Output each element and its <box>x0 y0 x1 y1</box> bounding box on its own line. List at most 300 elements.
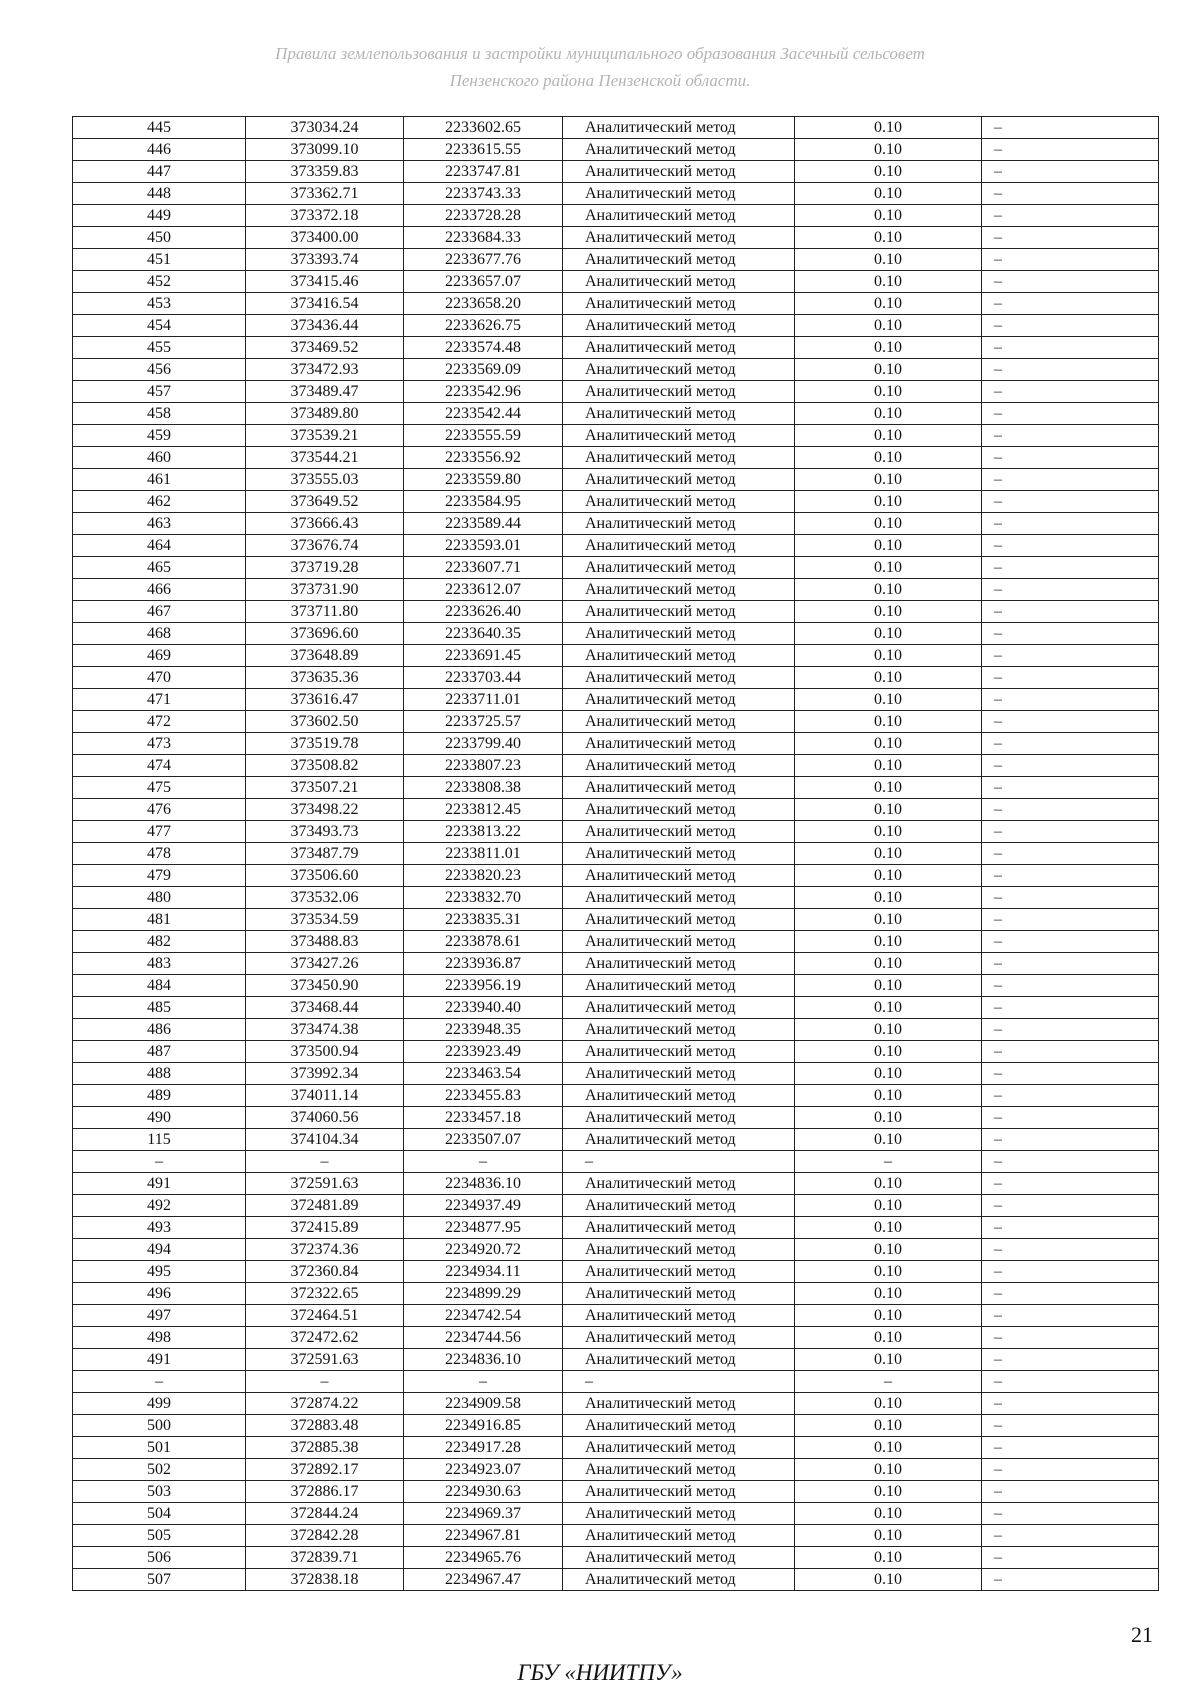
accuracy-cell: 0.10 <box>795 117 982 139</box>
x-coordinate-cell: 373719.28 <box>246 557 404 579</box>
point-number-cell: 496 <box>73 1283 246 1305</box>
table-row <box>73 975 1159 997</box>
note-cell: – <box>982 271 1159 293</box>
x-coordinate-cell: 373506.60 <box>246 865 404 887</box>
table-row <box>73 645 1159 667</box>
x-coordinate-cell: 373731.90 <box>246 579 404 601</box>
note-cell: – <box>982 315 1159 337</box>
note-cell: – <box>982 953 1159 975</box>
note-cell: – <box>982 689 1159 711</box>
point-number-cell: 486 <box>73 1019 246 1041</box>
method-cell: Аналитический метод <box>563 1195 795 1217</box>
y-coordinate-cell: 2234909.58 <box>404 1393 563 1415</box>
accuracy-cell: 0.10 <box>795 755 982 777</box>
note-cell: – <box>982 227 1159 249</box>
point-number-cell: 115 <box>73 1129 246 1151</box>
y-coordinate-cell: 2233923.49 <box>404 1041 563 1063</box>
x-coordinate-cell: 372838.18 <box>246 1569 404 1591</box>
note-cell: – <box>982 1503 1159 1525</box>
table-row <box>73 315 1159 337</box>
x-coordinate-cell: 373487.79 <box>246 843 404 865</box>
method-cell: Аналитический метод <box>563 1547 795 1569</box>
accuracy-cell: 0.10 <box>795 1173 982 1195</box>
y-coordinate-cell: 2233725.57 <box>404 711 563 733</box>
y-coordinate-cell: 2233684.33 <box>404 227 563 249</box>
y-coordinate-cell: 2233555.59 <box>404 425 563 447</box>
method-cell: – <box>563 1371 795 1393</box>
note-cell: – <box>982 1437 1159 1459</box>
x-coordinate-cell: 373507.21 <box>246 777 404 799</box>
table-row <box>73 1547 1159 1569</box>
accuracy-cell: 0.10 <box>795 1459 982 1481</box>
note-cell: – <box>982 821 1159 843</box>
note-cell: – <box>982 997 1159 1019</box>
note-cell: – <box>982 1129 1159 1151</box>
table-row <box>73 909 1159 931</box>
y-coordinate-cell: 2234916.85 <box>404 1415 563 1437</box>
x-coordinate-cell: 373534.59 <box>246 909 404 931</box>
point-number-cell: 494 <box>73 1239 246 1261</box>
point-number-cell: 479 <box>73 865 246 887</box>
note-cell: – <box>982 1041 1159 1063</box>
table-row <box>73 997 1159 1019</box>
method-cell: Аналитический метод <box>563 491 795 513</box>
method-cell: Аналитический метод <box>563 183 795 205</box>
y-coordinate-cell: 2233820.23 <box>404 865 563 887</box>
table-row <box>73 271 1159 293</box>
accuracy-cell: 0.10 <box>795 843 982 865</box>
point-number-cell: 491 <box>73 1349 246 1371</box>
note-cell: – <box>982 1261 1159 1283</box>
point-number-cell: 448 <box>73 183 246 205</box>
method-cell: Аналитический метод <box>563 777 795 799</box>
x-coordinate-cell: 373648.89 <box>246 645 404 667</box>
note-cell: – <box>982 249 1159 271</box>
point-number-cell: 466 <box>73 579 246 601</box>
table-row <box>73 1393 1159 1415</box>
note-cell: – <box>982 1195 1159 1217</box>
x-coordinate-cell: 373666.43 <box>246 513 404 535</box>
accuracy-cell: 0.10 <box>795 1415 982 1437</box>
y-coordinate-cell: 2233808.38 <box>404 777 563 799</box>
note-cell: – <box>982 909 1159 931</box>
table-row <box>73 1459 1159 1481</box>
y-coordinate-cell: 2233626.40 <box>404 601 563 623</box>
method-cell: Аналитический метод <box>563 601 795 623</box>
accuracy-cell: 0.10 <box>795 1547 982 1569</box>
y-coordinate-cell: 2234965.76 <box>404 1547 563 1569</box>
table-row <box>73 733 1159 755</box>
accuracy-cell: 0.10 <box>795 601 982 623</box>
note-cell: – <box>982 1547 1159 1569</box>
table-row <box>73 1129 1159 1151</box>
point-number-cell: 447 <box>73 161 246 183</box>
note-cell: – <box>982 1371 1159 1393</box>
y-coordinate-cell: 2233799.40 <box>404 733 563 755</box>
y-coordinate-cell: 2233507.07 <box>404 1129 563 1151</box>
note-cell: – <box>982 931 1159 953</box>
point-number-cell: 478 <box>73 843 246 865</box>
y-coordinate-cell: 2234899.29 <box>404 1283 563 1305</box>
x-coordinate-cell: 373472.93 <box>246 359 404 381</box>
method-cell: Аналитический метод <box>563 1569 795 1591</box>
accuracy-cell: 0.10 <box>795 205 982 227</box>
accuracy-cell: 0.10 <box>795 821 982 843</box>
point-number-cell: 473 <box>73 733 246 755</box>
x-coordinate-cell: 372481.89 <box>246 1195 404 1217</box>
table-row <box>73 1481 1159 1503</box>
note-cell: – <box>982 843 1159 865</box>
note-cell: – <box>982 1305 1159 1327</box>
method-cell: Аналитический метод <box>563 909 795 931</box>
y-coordinate-cell: 2233956.19 <box>404 975 563 997</box>
accuracy-cell: 0.10 <box>795 1261 982 1283</box>
note-cell: – <box>982 469 1159 491</box>
method-cell: Аналитический метод <box>563 953 795 975</box>
note-cell: – <box>982 1107 1159 1129</box>
accuracy-cell: 0.10 <box>795 183 982 205</box>
note-cell: – <box>982 403 1159 425</box>
table-row <box>73 1019 1159 1041</box>
table-row <box>73 843 1159 865</box>
method-cell: Аналитический метод <box>563 1305 795 1327</box>
note-cell: – <box>982 777 1159 799</box>
accuracy-cell: 0.10 <box>795 1107 982 1129</box>
point-number-cell: 477 <box>73 821 246 843</box>
accuracy-cell: 0.10 <box>795 425 982 447</box>
table-row <box>73 403 1159 425</box>
accuracy-cell: 0.10 <box>795 359 982 381</box>
table-row <box>73 755 1159 777</box>
method-cell: Аналитический метод <box>563 1239 795 1261</box>
y-coordinate-cell: 2233542.44 <box>404 403 563 425</box>
point-number-cell: 467 <box>73 601 246 623</box>
y-coordinate-cell: 2234937.49 <box>404 1195 563 1217</box>
y-coordinate-cell: 2233542.96 <box>404 381 563 403</box>
note-cell: – <box>982 975 1159 997</box>
table-row <box>73 227 1159 249</box>
table-row <box>73 513 1159 535</box>
accuracy-cell: 0.10 <box>795 513 982 535</box>
y-coordinate-cell: 2233457.18 <box>404 1107 563 1129</box>
page-number: 21 <box>1131 1622 1153 1647</box>
y-coordinate-cell: 2233602.65 <box>404 117 563 139</box>
note-cell: – <box>982 205 1159 227</box>
method-cell: Аналитический метод <box>563 1437 795 1459</box>
table-row <box>73 821 1159 843</box>
y-coordinate-cell: 2233607.71 <box>404 557 563 579</box>
x-coordinate-cell: 372885.38 <box>246 1437 404 1459</box>
table-row <box>73 1525 1159 1547</box>
table-row <box>73 1305 1159 1327</box>
point-number-cell: 476 <box>73 799 246 821</box>
point-number-cell: 505 <box>73 1525 246 1547</box>
point-number-cell: 501 <box>73 1437 246 1459</box>
y-coordinate-cell: 2233612.07 <box>404 579 563 601</box>
method-cell: Аналитический метод <box>563 1129 795 1151</box>
accuracy-cell: 0.10 <box>795 491 982 513</box>
y-coordinate-cell: 2233832.70 <box>404 887 563 909</box>
accuracy-cell: 0.10 <box>795 1239 982 1261</box>
y-coordinate-cell: 2234930.63 <box>404 1481 563 1503</box>
accuracy-cell: 0.10 <box>795 909 982 931</box>
x-coordinate-cell: 373519.78 <box>246 733 404 755</box>
x-coordinate-cell: 373489.80 <box>246 403 404 425</box>
method-cell: Аналитический метод <box>563 645 795 667</box>
table-row <box>73 1217 1159 1239</box>
method-cell: Аналитический метод <box>563 447 795 469</box>
accuracy-cell: 0.10 <box>795 1283 982 1305</box>
table-row <box>73 1085 1159 1107</box>
x-coordinate-cell: 373500.94 <box>246 1041 404 1063</box>
accuracy-cell: 0.10 <box>795 315 982 337</box>
point-number-cell: 485 <box>73 997 246 1019</box>
method-cell: Аналитический метод <box>563 535 795 557</box>
table-row <box>73 1327 1159 1349</box>
point-number-cell: 500 <box>73 1415 246 1437</box>
y-coordinate-cell: 2233574.48 <box>404 337 563 359</box>
x-coordinate-cell: 373635.36 <box>246 667 404 689</box>
table-row <box>73 161 1159 183</box>
x-coordinate-cell: 372883.48 <box>246 1415 404 1437</box>
point-number-cell: 445 <box>73 117 246 139</box>
y-coordinate-cell: 2234917.28 <box>404 1437 563 1459</box>
table-row <box>73 1415 1159 1437</box>
y-coordinate-cell: 2234967.81 <box>404 1525 563 1547</box>
method-cell: Аналитический метод <box>563 1107 795 1129</box>
y-coordinate-cell: 2233691.45 <box>404 645 563 667</box>
point-number-cell: 491 <box>73 1173 246 1195</box>
note-cell: – <box>982 1019 1159 1041</box>
method-cell: Аналитический метод <box>563 1349 795 1371</box>
point-number-cell: 490 <box>73 1107 246 1129</box>
y-coordinate-cell: 2233626.75 <box>404 315 563 337</box>
page-footer: ГБУ «НИИТПУ» <box>517 1660 683 1685</box>
method-cell: Аналитический метод <box>563 205 795 227</box>
accuracy-cell: 0.10 <box>795 887 982 909</box>
x-coordinate-cell: 372374.36 <box>246 1239 404 1261</box>
accuracy-cell: 0.10 <box>795 1569 982 1591</box>
y-coordinate-cell: 2234877.95 <box>404 1217 563 1239</box>
table-row <box>73 865 1159 887</box>
y-coordinate-cell: 2234920.72 <box>404 1239 563 1261</box>
x-coordinate-cell: 373532.06 <box>246 887 404 909</box>
method-cell: Аналитический метод <box>563 117 795 139</box>
y-coordinate-cell: 2233593.01 <box>404 535 563 557</box>
y-coordinate-cell: 2233728.28 <box>404 205 563 227</box>
method-cell: Аналитический метод <box>563 381 795 403</box>
y-coordinate-cell: 2233747.81 <box>404 161 563 183</box>
accuracy-cell: – <box>795 1151 982 1173</box>
note-cell: – <box>982 425 1159 447</box>
note-cell: – <box>982 645 1159 667</box>
y-coordinate-cell: 2233940.40 <box>404 997 563 1019</box>
y-coordinate-cell: 2233677.76 <box>404 249 563 271</box>
x-coordinate-cell: 373676.74 <box>246 535 404 557</box>
y-coordinate-cell: 2233711.01 <box>404 689 563 711</box>
accuracy-cell: 0.10 <box>795 337 982 359</box>
point-number-cell: 480 <box>73 887 246 909</box>
x-coordinate-cell: 373427.26 <box>246 953 404 975</box>
note-cell: – <box>982 1415 1159 1437</box>
x-coordinate-cell: 372464.51 <box>246 1305 404 1327</box>
method-cell: Аналитический метод <box>563 425 795 447</box>
table-row <box>73 777 1159 799</box>
method-cell: Аналитический метод <box>563 1041 795 1063</box>
point-number-cell: 465 <box>73 557 246 579</box>
table-row <box>73 1063 1159 1085</box>
note-cell: – <box>982 1327 1159 1349</box>
x-coordinate-cell: 373372.18 <box>246 205 404 227</box>
y-coordinate-cell: 2234744.56 <box>404 1327 563 1349</box>
x-coordinate-cell: 373362.71 <box>246 183 404 205</box>
method-cell: Аналитический метод <box>563 557 795 579</box>
accuracy-cell: 0.10 <box>795 1195 982 1217</box>
x-coordinate-cell: 372842.28 <box>246 1525 404 1547</box>
accuracy-cell: 0.10 <box>795 1129 982 1151</box>
note-cell: – <box>982 1481 1159 1503</box>
point-number-cell: 458 <box>73 403 246 425</box>
y-coordinate-cell: 2234934.11 <box>404 1261 563 1283</box>
table-row <box>73 249 1159 271</box>
point-number-cell: 471 <box>73 689 246 711</box>
coordinates-table <box>72 116 1159 1591</box>
method-cell: Аналитический метод <box>563 1503 795 1525</box>
accuracy-cell: 0.10 <box>795 1019 982 1041</box>
x-coordinate-cell: 373468.44 <box>246 997 404 1019</box>
accuracy-cell: 0.10 <box>795 1393 982 1415</box>
table-row <box>73 491 1159 513</box>
y-coordinate-cell: 2234969.37 <box>404 1503 563 1525</box>
point-number-cell: 451 <box>73 249 246 271</box>
accuracy-cell: 0.10 <box>795 689 982 711</box>
table-row <box>73 887 1159 909</box>
table-row <box>73 205 1159 227</box>
x-coordinate-cell: 373493.73 <box>246 821 404 843</box>
note-cell: – <box>982 1349 1159 1371</box>
y-coordinate-cell: 2234967.47 <box>404 1569 563 1591</box>
x-coordinate-cell: 373436.44 <box>246 315 404 337</box>
method-cell: Аналитический метод <box>563 931 795 953</box>
note-cell: – <box>982 579 1159 601</box>
note-cell: – <box>982 359 1159 381</box>
note-cell: – <box>982 337 1159 359</box>
x-coordinate-cell: 373555.03 <box>246 469 404 491</box>
note-cell: – <box>982 1459 1159 1481</box>
table-row <box>73 381 1159 403</box>
x-coordinate-cell: – <box>246 1151 404 1173</box>
page-header <box>0 40 1200 94</box>
note-cell: – <box>982 601 1159 623</box>
method-cell: Аналитический метод <box>563 623 795 645</box>
method-cell: Аналитический метод <box>563 887 795 909</box>
x-coordinate-cell: 372892.17 <box>246 1459 404 1481</box>
y-coordinate-cell: 2233743.33 <box>404 183 563 205</box>
x-coordinate-cell: 372360.84 <box>246 1261 404 1283</box>
y-coordinate-cell: 2233556.92 <box>404 447 563 469</box>
method-cell: Аналитический метод <box>563 711 795 733</box>
table-body <box>73 117 1159 1591</box>
table-row <box>73 425 1159 447</box>
table-row <box>73 1151 1159 1173</box>
y-coordinate-cell: 2233463.54 <box>404 1063 563 1085</box>
point-number-cell: 462 <box>73 491 246 513</box>
note-cell: – <box>982 117 1159 139</box>
point-number-cell: 487 <box>73 1041 246 1063</box>
table-row <box>73 1261 1159 1283</box>
x-coordinate-cell: 372844.24 <box>246 1503 404 1525</box>
accuracy-cell: 0.10 <box>795 161 982 183</box>
x-coordinate-cell: 373416.54 <box>246 293 404 315</box>
y-coordinate-cell: – <box>404 1151 563 1173</box>
table-row <box>73 579 1159 601</box>
note-cell: – <box>982 183 1159 205</box>
accuracy-cell: 0.10 <box>795 1327 982 1349</box>
accuracy-cell: 0.10 <box>795 799 982 821</box>
x-coordinate-cell: 373099.10 <box>246 139 404 161</box>
x-coordinate-cell: 372839.71 <box>246 1547 404 1569</box>
note-cell: – <box>982 799 1159 821</box>
x-coordinate-cell: 373034.24 <box>246 117 404 139</box>
method-cell: Аналитический метод <box>563 755 795 777</box>
table-row <box>73 183 1159 205</box>
accuracy-cell: 0.10 <box>795 711 982 733</box>
method-cell: Аналитический метод <box>563 293 795 315</box>
point-number-cell: 506 <box>73 1547 246 1569</box>
point-number-cell: 454 <box>73 315 246 337</box>
point-number-cell: 453 <box>73 293 246 315</box>
note-cell: – <box>982 1239 1159 1261</box>
method-cell: Аналитический метод <box>563 1283 795 1305</box>
x-coordinate-cell: 373508.82 <box>246 755 404 777</box>
accuracy-cell: 0.10 <box>795 1525 982 1547</box>
method-cell: Аналитический метод <box>563 1481 795 1503</box>
method-cell: Аналитический метод <box>563 1173 795 1195</box>
method-cell: Аналитический метод <box>563 733 795 755</box>
point-number-cell: – <box>73 1151 246 1173</box>
y-coordinate-cell: 2233811.01 <box>404 843 563 865</box>
method-cell: Аналитический метод <box>563 1261 795 1283</box>
point-number-cell: 449 <box>73 205 246 227</box>
accuracy-cell: 0.10 <box>795 865 982 887</box>
accuracy-cell: 0.10 <box>795 447 982 469</box>
x-coordinate-cell: 373415.46 <box>246 271 404 293</box>
accuracy-cell: 0.10 <box>795 1085 982 1107</box>
accuracy-cell: 0.10 <box>795 1349 982 1371</box>
accuracy-cell: 0.10 <box>795 535 982 557</box>
method-cell: Аналитический метод <box>563 1525 795 1547</box>
x-coordinate-cell: 374011.14 <box>246 1085 404 1107</box>
point-number-cell: 475 <box>73 777 246 799</box>
point-number-cell: 456 <box>73 359 246 381</box>
accuracy-cell: 0.10 <box>795 1305 982 1327</box>
point-number-cell: 483 <box>73 953 246 975</box>
table-row <box>73 1569 1159 1591</box>
note-cell: – <box>982 711 1159 733</box>
method-cell: Аналитический метод <box>563 843 795 865</box>
note-cell: – <box>982 755 1159 777</box>
method-cell: Аналитический метод <box>563 1327 795 1349</box>
table-row <box>73 1173 1159 1195</box>
method-cell: Аналитический метод <box>563 667 795 689</box>
x-coordinate-cell: 372472.62 <box>246 1327 404 1349</box>
accuracy-cell: 0.10 <box>795 293 982 315</box>
note-cell: – <box>982 1173 1159 1195</box>
x-coordinate-cell: 373498.22 <box>246 799 404 821</box>
note-cell: – <box>982 491 1159 513</box>
method-cell: – <box>563 1151 795 1173</box>
x-coordinate-cell: 373450.90 <box>246 975 404 997</box>
